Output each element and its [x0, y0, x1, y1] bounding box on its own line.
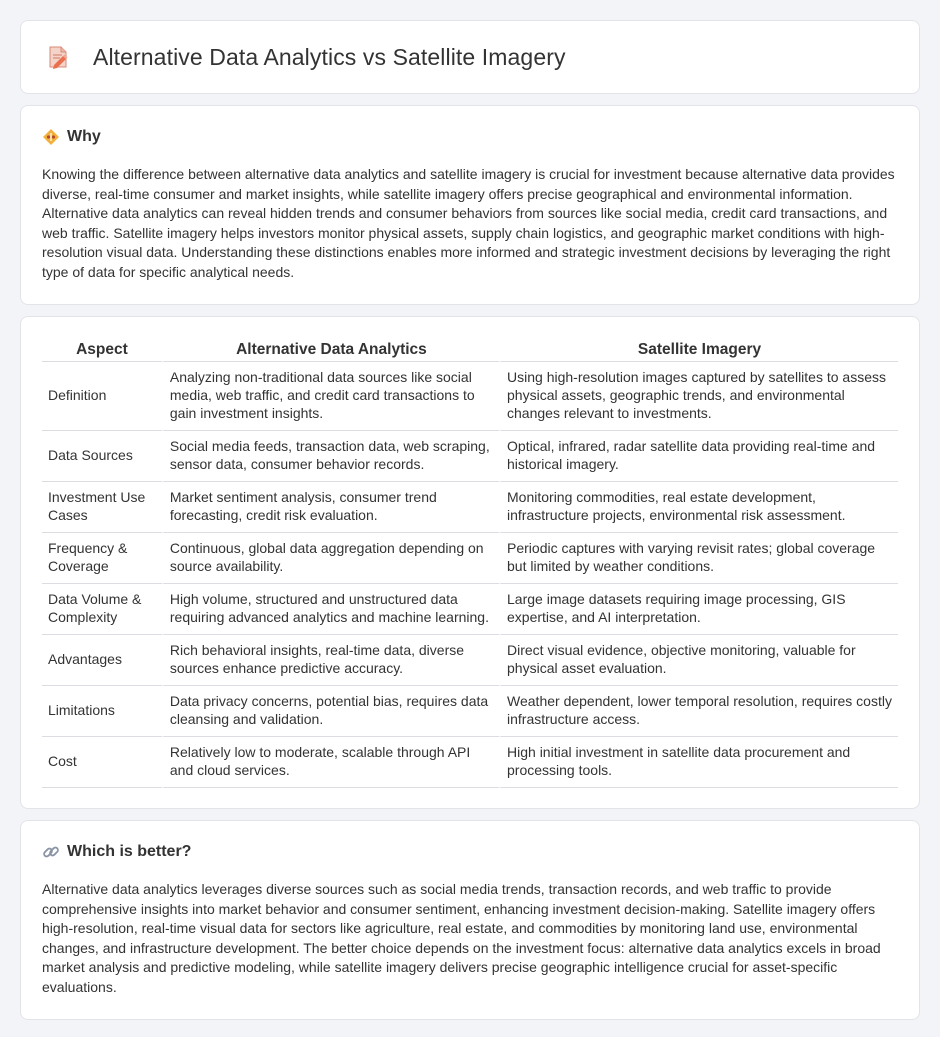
table-cell-satellite: Large image datasets requiring image processing, GIS expertise, and AI interpretation.	[499, 584, 898, 635]
better-title: Which is better?	[67, 843, 192, 860]
header-card	[20, 20, 920, 94]
table-cell-aspect: Data Sources	[42, 431, 162, 482]
why-title: Why	[67, 128, 101, 145]
table-cell-satellite: Periodic captures with varying revisit rates; global coverage but limited by weather conditions.	[499, 533, 898, 584]
table-row	[42, 431, 898, 482]
better-header	[42, 843, 898, 861]
table-row	[42, 737, 898, 788]
table-cell-alternative: Data privacy concerns, potential bias, requires data cleansing and validation.	[162, 686, 499, 737]
table-cell-satellite: Weather dependent, lower temporal resolution, requires costly infrastructure access.	[499, 686, 898, 737]
table-cell-alternative: Rich behavioral insights, real-time data, diverse sources enhance predictive accuracy.	[162, 635, 499, 686]
column-header: Satellite Imagery	[499, 335, 898, 362]
comparison-table	[42, 335, 898, 788]
column-header: Alternative Data Analytics	[162, 335, 499, 362]
table-cell-alternative: Analyzing non-traditional data sources like social media, web traffic, and credit card transactions to gain investment insights.	[162, 362, 499, 431]
table-row	[42, 533, 898, 584]
table-cell-aspect: Limitations	[42, 686, 162, 737]
table-cell-satellite: Optical, infrared, radar satellite data providing real-time and historical imagery.	[499, 431, 898, 482]
table-cell-aspect: Data Volume & Complexity	[42, 584, 162, 635]
table-cell-satellite: Direct visual evidence, objective monitoring, valuable for physical asset evaluation.	[499, 635, 898, 686]
table-row	[42, 686, 898, 737]
link-icon	[42, 843, 60, 861]
table-header-row	[42, 335, 898, 362]
table-row	[42, 584, 898, 635]
table-cell-aspect: Investment Use Cases	[42, 482, 162, 533]
table-cell-alternative: Relatively low to moderate, scalable through API and cloud services.	[162, 737, 499, 788]
comparison-table-card	[20, 316, 920, 809]
table-cell-alternative: Continuous, global data aggregation depending on source availability.	[162, 533, 499, 584]
why-section	[20, 105, 920, 305]
table-row	[42, 635, 898, 686]
table-cell-satellite: Monitoring commodities, real estate development, infrastructure projects, environmental risk assessment.	[499, 482, 898, 533]
table-cell-alternative: High volume, structured and unstructured data requiring advanced analytics and machine learning.	[162, 584, 499, 635]
table-cell-satellite: Using high-resolution images captured by satellites to assess physical assets, geographic trends, and environmental changes relevant to investments.	[499, 362, 898, 431]
bulb-icon	[42, 128, 60, 146]
why-paragraph: Knowing the difference between alternative data analytics and satellite imagery is crucial for investment because alternative data provides diverse, real-time consumer and market insights, while satellite imagery offers precise geographical and environmental information. Alternative data analytics can reveal hidden trends and consumer behaviors from sources like social media, credit card transactions, and web traffic. Satellite imagery helps investors monitor physical assets, supply chain logistics, and geographic market conditions with high-resolution visual data. Understanding these distinctions enables more informed and strategic investment decisions by leveraging the right type of data for specific analytical needs.	[42, 166, 895, 280]
which-is-better-section	[20, 820, 920, 1020]
why-header	[42, 128, 898, 146]
table-cell-alternative: Market sentiment analysis, consumer trend forecasting, credit risk evaluation.	[162, 482, 499, 533]
column-header: Aspect	[42, 335, 162, 362]
table-cell-aspect: Advantages	[42, 635, 162, 686]
table-cell-aspect: Cost	[42, 737, 162, 788]
better-paragraph: Alternative data analytics leverages diverse sources such as social media trends, transaction records, and web traffic to provide comprehensive insights into market behavior and consumer sentiment, enhancing investment decision-making. Satellite imagery offers high-resolution, real-time visual data for sectors like agriculture, real estate, and commodities by monitoring land use, environmental changes, and infrastructure development. The better choice depends on the investment focus: alternative data analytics excels in broad market analysis and predictive modeling, while satellite imagery delivers precise geographic intelligence crucial for asset-specific evaluations.	[42, 881, 881, 995]
table-cell-aspect: Definition	[42, 362, 162, 431]
table-cell-satellite: High initial investment in satellite data procurement and processing tools.	[499, 737, 898, 788]
document-pencil-icon	[45, 44, 71, 70]
table-cell-alternative: Social media feeds, transaction data, web scraping, sensor data, consumer behavior records.	[162, 431, 499, 482]
page-title: Alternative Data Analytics vs Satellite Imagery	[93, 43, 566, 70]
table-row	[42, 482, 898, 533]
table-row	[42, 362, 898, 431]
table-cell-aspect: Frequency & Coverage	[42, 533, 162, 584]
